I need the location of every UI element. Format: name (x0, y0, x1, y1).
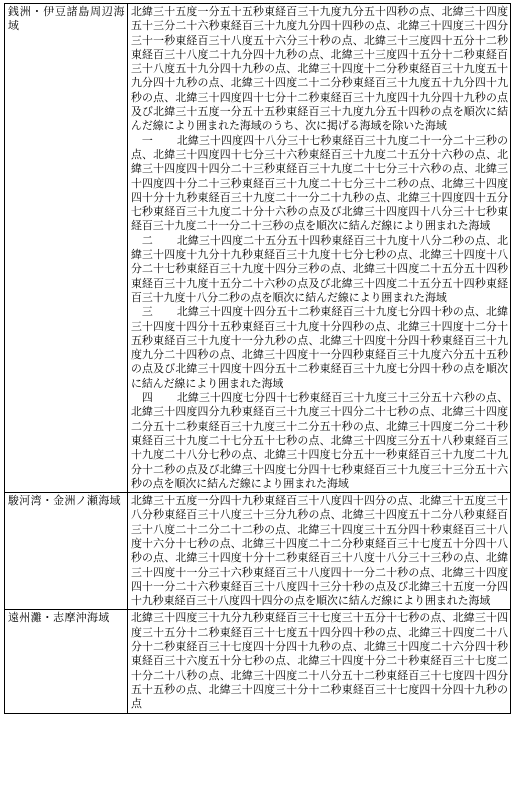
item-number: 一 (141, 133, 153, 147)
table-row (5, 493, 511, 610)
excluded-area-item (131, 134, 508, 234)
item-text: 北緯三十四度七分四十七秒東経百三十九度三十三分五十六秒の点、北緯三十四度四分九秒東経百三十九度三十四分二十七秒の点、北緯三十四度二分五十二秒東経百三十九度三十二分五十秒の点、北緯三十四度二分二十秒東経百三十九度二十七分五十七秒の点、北緯三十四度三分五十八秒東経百三十九度二十八分七秒の点、北緯三十四度七分五十一秒東経百三十九度二十九分十二秒の点及び北緯三十四度七分四十七秒東経百三十九度三十三分五十六秒の点を順次に結んだ線により囲まれた海域 (130, 391, 508, 490)
sea-area-name: 銭洲・伊豆諸島周辺海域 (5, 4, 128, 493)
sea-area-definition (127, 493, 510, 610)
sea-area-definition (127, 610, 510, 713)
sea-area-table (4, 3, 511, 714)
item-number: 三 (141, 305, 153, 319)
table-row (5, 4, 511, 493)
table-body (5, 4, 511, 714)
table-row (5, 610, 511, 713)
item-text: 北緯三十四度十四分五十二秒東経百三十九度七分四十秒の点、北緯三十四度十四分十五秒東経百三十九度十分四秒の点、北緯三十四度十二分十五秒東経百三十九度十一分九秒の点、北緯三十四度十分四十秒東経百三十九度九分二十四秒の点、北緯三十四度十一分四秒東経百三十九度六分五十五秒の点及び北緯三十四度十四分五十二秒東経百三十九度七分四十秒の点を順次に結んだ線により囲まれた海域 (130, 305, 508, 390)
item-text: 北緯三十四度二十五分五十四秒東経百三十九度十八分二秒の点、北緯三十四度十九分十九秒東経百三十九度十七分七秒の点、北緯三十四度十八分二十七秒東経百三十九度十四分三秒の点、北緯三十四度二十五分五十四秒東経百三十九度十五分二十六秒の点及び北緯三十四度二十五分五十四秒東経百三十九度十八分二秒の点を順次に結んだ線により囲まれた海域 (130, 233, 508, 304)
sea-area-definition (127, 4, 510, 493)
definition-paragraph: 北緯三十五度一分四十九秒東経百三十八度四十四分の点、北緯三十五度三十八分秒東経百三十八度三十三分九秒の点、北緯三十四度五十二分八秒東経百三十八度二十二分二十二秒の点、北緯三十四度三十五分四十秒東経百三十八度十六分十七秒の点、北緯三十四度二十二分秒東経百三十七度五十分四十八秒の点、北緯三十四度十分十二秒東経百三十八度十八分三十三秒の点、北緯三十四度十一分三十六秒東経百三十八度四十一分二十秒の点、北緯三十四度四十一分二十六秒東経百三十八度四十三分十秒の点及び北緯三十五度一分四十九秒東経百三十八度四十四分の点を順次に結んだ線により囲まれた海域 (130, 494, 508, 608)
item-text: 北緯三十四度四十八分三十七秒東経百三十九度二十一分二十三秒の点、北緯三十四度四十七分三十六秒東経百三十九度二十五分十六秒の点、北緯三十四度四十四分二十三秒東経百三十九度二十七分三十六秒の点、北緯三十四度四十分二十三秒東経百三十九度二十七分三十二秒の点、北緯三十四度四十分十九秒東経百三十九度二十一分二十九秒の点、北緯三十四度四十五分七秒東経百三十九度二十分十六秒の点及び北緯三十四度四十八分三十七秒東経百三十九度二十一分二十三秒の点を順次に結んだ線により囲まれた海域 (130, 133, 508, 233)
excluded-area-item (131, 234, 508, 305)
definition-paragraph: 北緯三十五度一分五十五秒東経百三十九度九分五十四秒の点、北緯三十四度五十三分二十六秒東経百三十九度九分四十四秒の点、北緯三十四度三十四分三十一秒東経百三十八度五十六分三十秒の点、北緯三十三度四十五分十二秒東経百三十八度二十九分四十九秒の点、北緯三十三度四十五分十二秒東経百三十八度五十九分四十九秒の点、北緯三十四度十二分秒東経百三十九度五十九分四十九秒の点、北緯三十四度二十二分秒東経百三十九度五十九分四十九秒の点、北緯三十四度四十七分十二秒東経百三十九度四十九分四十九秒の点及び北緯三十五度一分五十五秒東経百三十九度九分五十四秒の点を順次に結んだ線により囲まれた海域のうち、次に掲げる海域を除いた海域 (130, 5, 508, 133)
sea-area-name: 駿河湾・金洲ノ瀬海域 (5, 493, 128, 610)
definition-paragraph: 北緯三十四度三十九分九秒東経百三十七度三十五分十七秒の点、北緯三十四度三十五分十二秒東経百三十七度五十四分四十秒の点、北緯三十四度二十八分十二秒東経百三十七度四十分四十九秒の点、北緯三十四度二十六分四十秒東経百三十六度五十分七秒の点、北緯三十四度十分二十秒東経百三十七度二十分二十八秒の点、北緯三十四度二十八分五十二秒東経百三十七度四十四分五十五秒の点、北緯三十四度三十分十二秒東経百三十七度四十分四十九秒の点 (130, 611, 508, 711)
item-number: 四 (141, 391, 153, 405)
sea-area-name: 遠州灘・志摩沖海域 (5, 610, 128, 713)
item-number: 二 (141, 233, 153, 247)
excluded-area-item (131, 305, 508, 391)
excluded-area-item (131, 391, 508, 491)
